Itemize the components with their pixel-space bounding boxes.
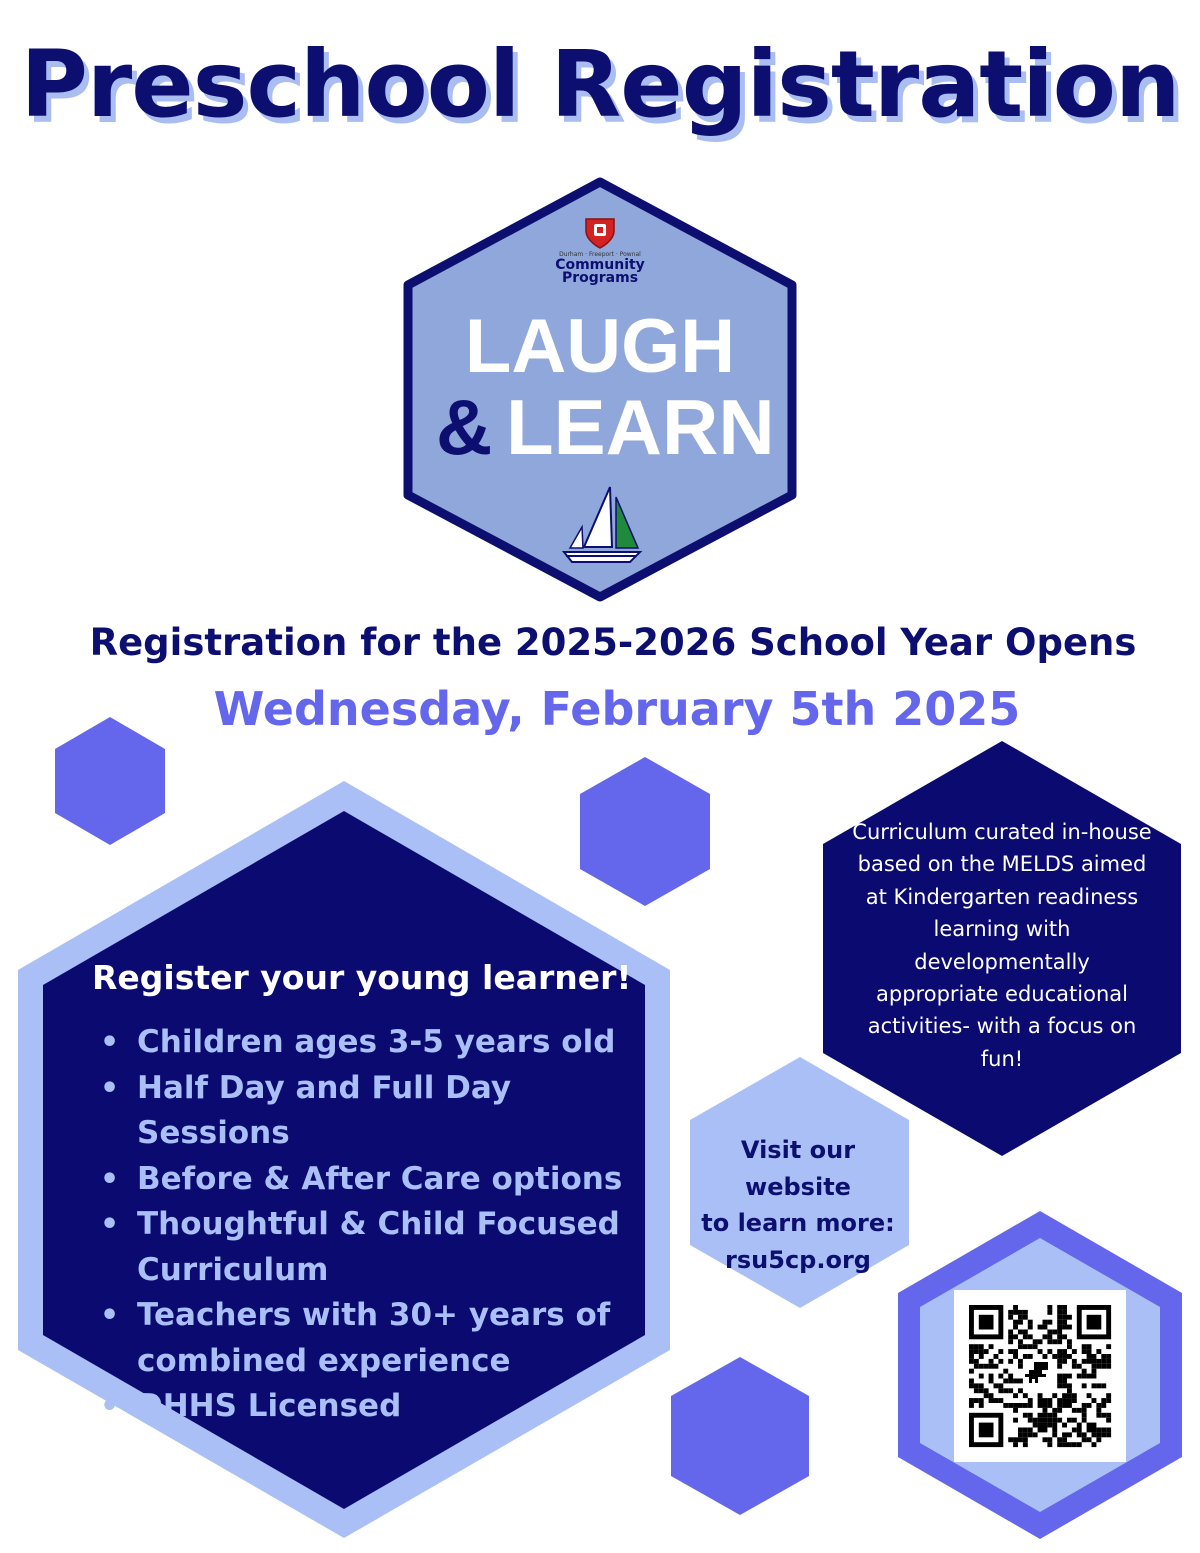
org-name-line2: Programs bbox=[561, 270, 639, 286]
list-item: • Thoughtful & Child Focused Curriculum bbox=[100, 1202, 660, 1293]
list-item: • Half Day and Full Day Sessions bbox=[100, 1066, 660, 1157]
brand-learn: LEARN bbox=[506, 383, 775, 471]
list-item: • Teachers with 30+ years of combined experience bbox=[100, 1293, 660, 1384]
org-name-line1: Community bbox=[555, 257, 645, 273]
org-towns: Durham · Freeport · Pownal bbox=[559, 251, 641, 258]
registration-announcement: Registration for the 2025-2026 School Year Opens bbox=[89, 621, 1137, 664]
list-item: • Children ages 3-5 years old bbox=[100, 1020, 660, 1066]
website-url[interactable]: rsu5cp.org bbox=[725, 1245, 871, 1274]
decor-hexagon-bottom bbox=[671, 1357, 809, 1515]
website-callout bbox=[685, 1132, 911, 1278]
register-heading: Register your young learner! bbox=[92, 958, 632, 997]
dino-icon bbox=[1025, 1362, 1048, 1383]
qr-code-graphic bbox=[954, 1290, 1126, 1462]
brand-ampersand: & bbox=[436, 383, 493, 471]
feature-list bbox=[100, 1020, 660, 1430]
decor-hexagon-mid bbox=[580, 757, 710, 906]
page-title: Preschool Registration bbox=[20, 31, 1180, 138]
website-line1: Visit our website bbox=[740, 1136, 856, 1201]
list-item: • DHHS Licensed bbox=[100, 1384, 660, 1430]
website-line2: to learn more: bbox=[701, 1209, 895, 1237]
org-logo bbox=[548, 215, 652, 285]
brand-laugh: LAUGH bbox=[464, 304, 736, 389]
shield-icon bbox=[583, 215, 617, 251]
registration-date: Wednesday, February 5th 2025 bbox=[213, 682, 1021, 736]
curriculum-text: Curriculum curated in-house based on the MELDS aimed at Kindergarten readiness learning with developmentally appropriate educational activities- with a focus on fun! bbox=[852, 820, 1152, 1071]
qr-code[interactable] bbox=[954, 1290, 1126, 1462]
list-item: • Before & After Care options bbox=[100, 1157, 660, 1203]
